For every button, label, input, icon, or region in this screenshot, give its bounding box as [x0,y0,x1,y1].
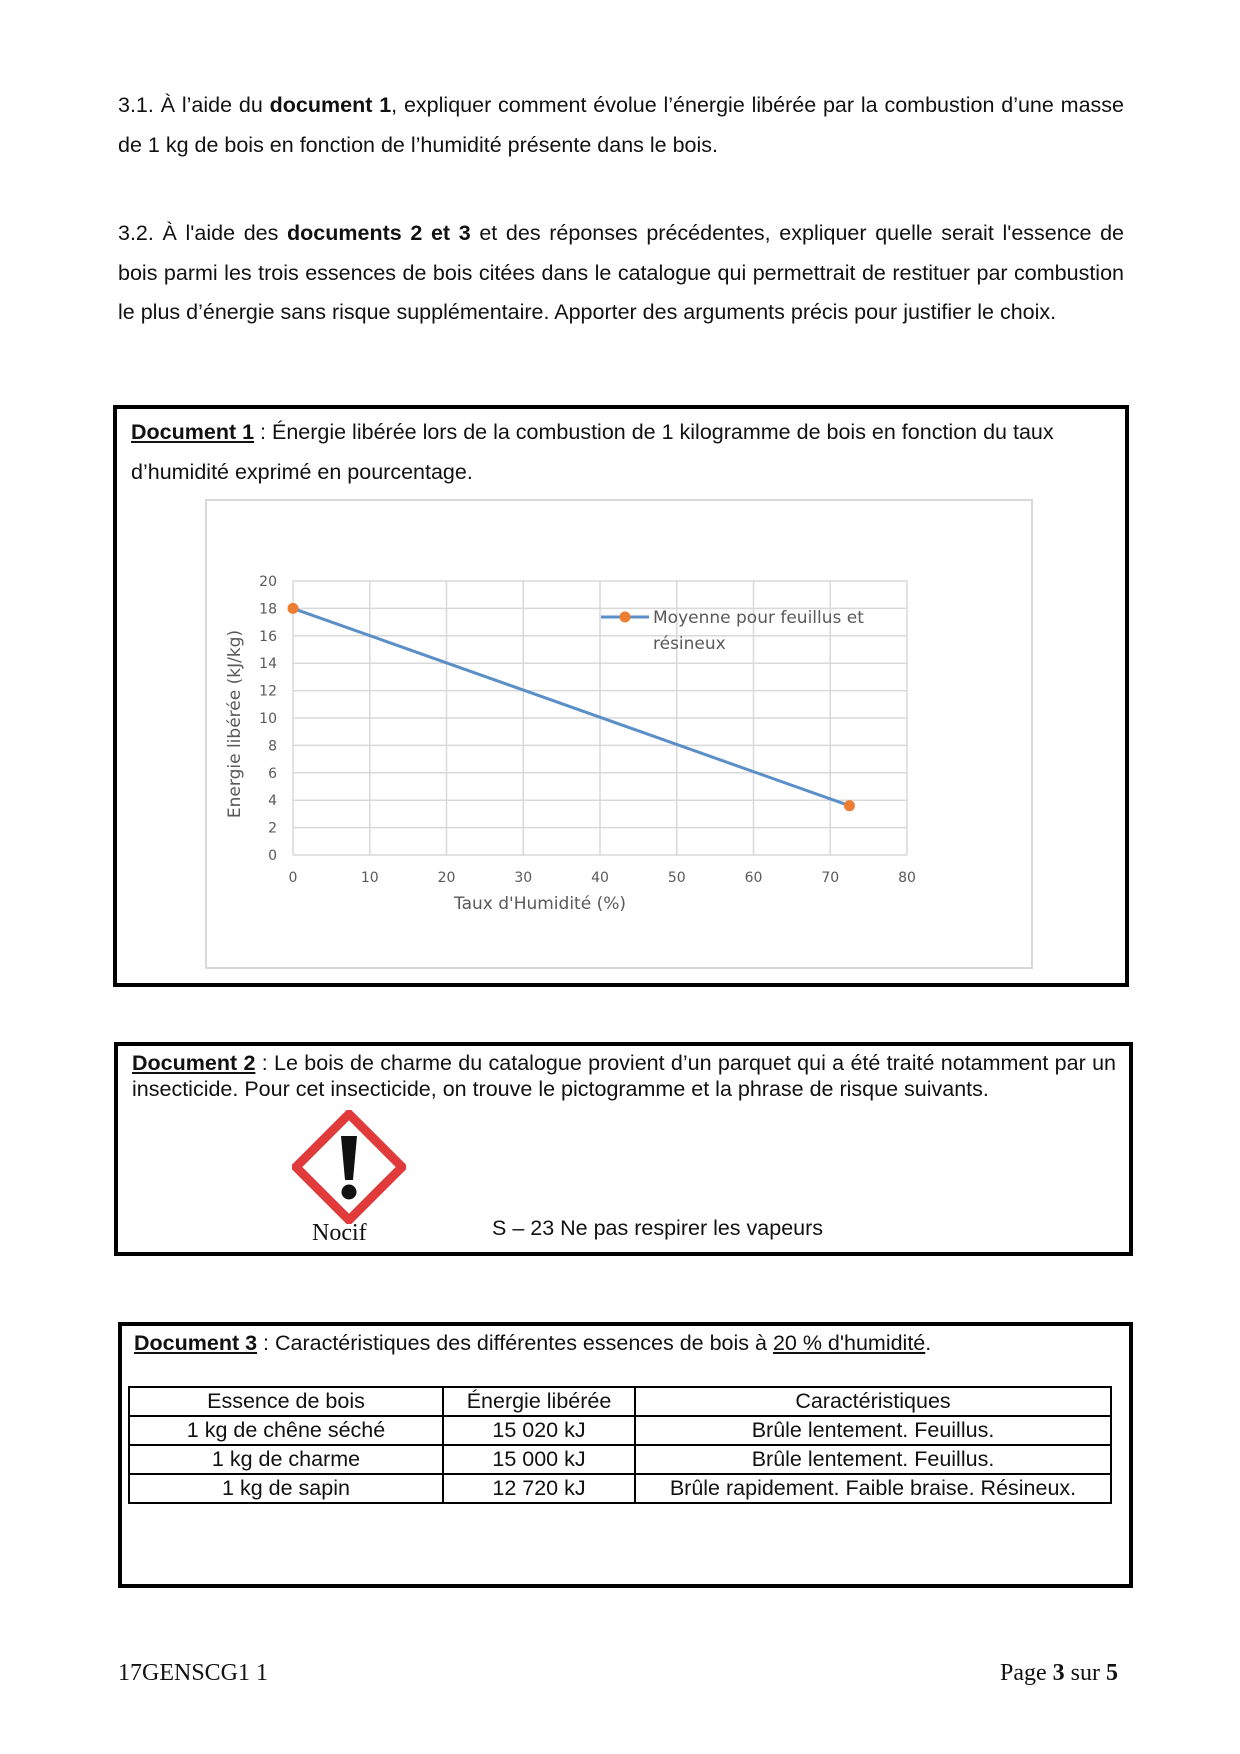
x-axis-label: Taux d'Humidité (%) [454,894,626,914]
legend-label-line2: résineux [653,634,726,654]
wood-species-table [128,1386,1112,1504]
table-cell: Brûle rapidement. Faible braise. Résineux. [635,1474,1111,1503]
data-point [288,603,299,614]
y-tick-label: 20 [259,574,277,590]
table-cell: 12 720 kJ [443,1474,635,1503]
series-line [293,608,849,805]
table-header-row [129,1387,1111,1416]
x-tick-label: 50 [667,870,686,886]
y-axis-label: Energie libérée (kJ/kg) [225,629,245,819]
document-3-caption: Document 3 : Caractéristiques des différentes essences de bois à 20 % d'humidité. [134,1331,932,1355]
risk-phrase: S – 23 Ne pas respirer les vapeurs [492,1216,824,1240]
y-tick-label: 16 [259,628,277,645]
table-row [129,1474,1111,1503]
table-cell: 15 000 kJ [443,1445,635,1474]
table-cell: 1 kg de chêne séché [129,1416,443,1445]
table-cell: 1 kg de charme [129,1445,443,1474]
y-tick-label: 0 [268,848,277,864]
document-1-caption: Document 1 : Énergie libérée lors de la combustion de 1 kilogramme de bois en fonction du taux d’humidité exprimé en pourcentage. [131,420,1054,484]
legend-marker [620,612,631,623]
y-tick-label: 18 [259,601,277,618]
energy-humidity-chart [207,501,1031,967]
data-point [844,800,855,811]
question-3-1: 3.1. À l’aide du document 1, expliquer comment évolue l’énergie libérée par la combustion d’une masse de 1 kg de bois en fonction de l’humidité présente dans le bois. [118,93,1124,157]
table-cell: 15 020 kJ [443,1416,635,1445]
document-3-box [118,1322,1133,1588]
y-tick-label: 10 [259,711,277,727]
x-tick-label: 10 [360,870,379,886]
x-tick-label: 0 [288,870,298,886]
table-cell: Brûle lentement. Feuillus. [635,1445,1111,1474]
y-tick-label: 12 [259,683,277,700]
table-header: Essence de bois [129,1387,443,1416]
footer-code: 17GENSCG1 1 [118,1660,269,1686]
x-tick-label: 30 [514,870,533,886]
y-tick-label: 6 [268,765,277,782]
pictogram-label: Nocif [312,1220,367,1246]
table-header: Énergie libérée [443,1387,635,1416]
table-row [129,1445,1111,1474]
table-cell: Brûle lentement. Feuillus. [635,1416,1111,1445]
x-tick-label: 70 [821,870,840,886]
y-tick-label: 14 [259,656,277,673]
footer-page-number: Page 3 sur 5 [1000,1660,1118,1686]
x-tick-label: 40 [591,870,609,886]
table-header: Caractéristiques [635,1387,1111,1416]
hazard-pictogram-icon [292,1110,406,1224]
table-cell: 1 kg de sapin [129,1474,443,1503]
question-3-2: 3.2. À l'aide des documents 2 et 3 et des réponses précédentes, expliquer quelle serait l'essence de bois parmi les trois essences de bois citées dans le catalogue qui permettrait de restituer par combustion le plus d’énergie sans risque supplémentaire. Apporter des arguments précis pour justifier le choix. [118,221,1124,324]
x-tick-label: 80 [898,870,916,886]
document-2-caption: Document 2 : Le bois de charme du catalogue provient d’un parquet qui a été traité notamment par un insecticide. Pour cet insecticide, on trouve le pictogramme et la phrase de risque suivants. [132,1051,1116,1101]
document-2-box [114,1042,1133,1256]
document-1-box [113,405,1129,987]
x-tick-label: 20 [437,870,456,886]
x-tick-label: 60 [744,870,763,886]
y-tick-label: 4 [268,793,277,810]
legend-label-line1: Moyenne pour feuillus et [653,608,864,628]
chart-frame [205,499,1033,969]
y-tick-label: 8 [268,738,277,755]
table-row [129,1416,1111,1445]
y-tick-label: 2 [268,820,277,837]
